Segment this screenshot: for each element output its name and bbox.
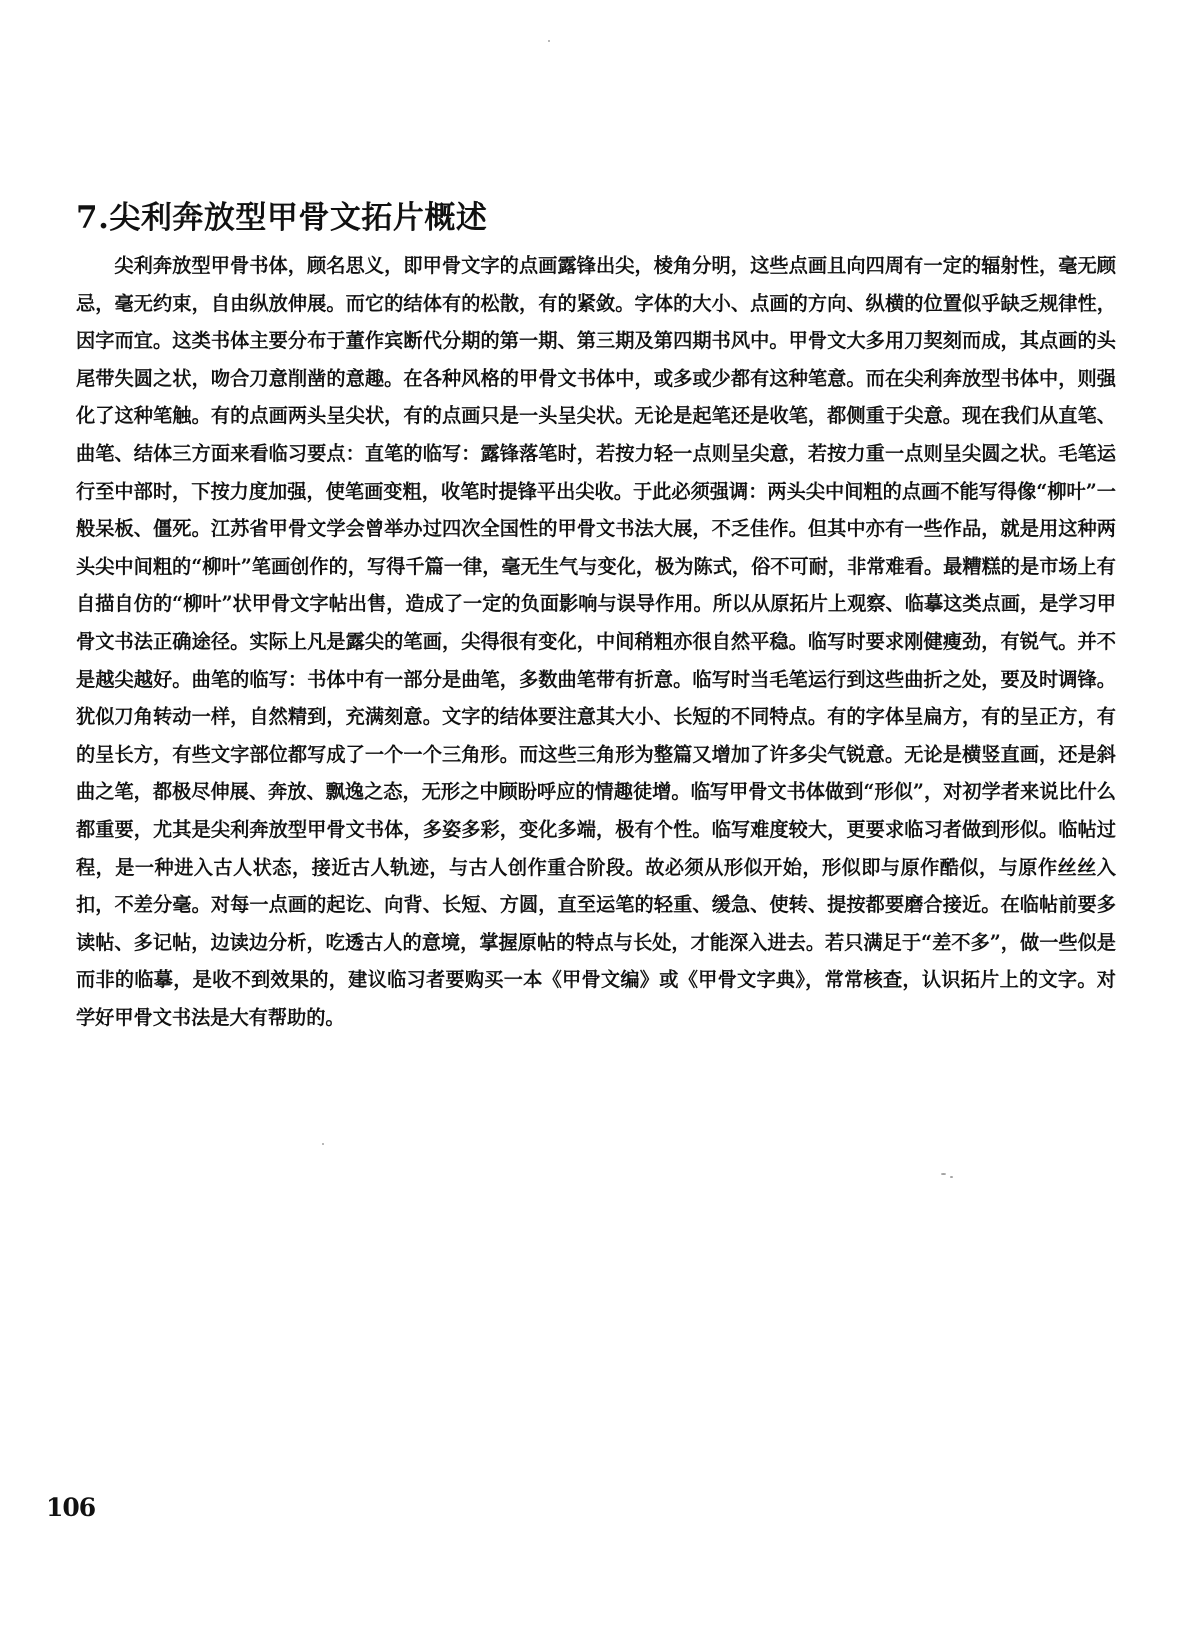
scan-speck <box>941 1173 946 1175</box>
scan-speck <box>322 1143 324 1145</box>
page-number: 106 <box>46 1493 96 1522</box>
scan-speck <box>950 1176 953 1178</box>
body-paragraph: 尖利奔放型甲骨书体，顾名思义，即甲骨文字的点画露锋出尖，棱角分明，这些点画且向四周有一定的辐射性，毫无顾忌，毫无约束，自由纵放伸展。而它的结体有的松散，有的紧敛。字体的大小、点画的方向、纵横的位置似乎缺乏规律性，因字而宜。这类书体主要分布于董作宾断代分期的第一期、第三期及第四期书风中。甲骨文大多用刀契刻而成，其点画的头尾带失圆之状，吻合刀意削凿的意趣。在各种风格的甲骨文书体中，或多或少都有这种笔意。而在尖利奔放型书体中，则强化了这种笔触。有的点画两头呈尖状，有的点画只是一头呈尖状。无论是起笔还是收笔，都侧重于尖意。现在我们从直笔、曲笔、结体三方面来看临习要点：直笔的临写：露锋落笔时，若按力轻一点则呈尖意，若按力重一点则呈尖圆之状。毛笔运行至中部时，下按力度加强，使笔画变粗，收笔时提锋平出尖收。于此必须强调：两头尖中间粗的点画不能写得像“柳叶”一般呆板、僵死。江苏省甲骨文学会曾举办过四次全国性的甲骨文书法大展，不乏佳作。但其中亦有一些作品，就是用这种两头尖中间粗的“柳叶”笔画创作的，写得千篇一律，毫无生气与变化，极为陈式，俗不可耐，非常难看。最糟糕的是市场上有自描自仿的“柳叶”状甲骨文字帖出售，造成了一定的负面影响与误导作用。所以从原拓片上观察、临摹这类点画，是学习甲骨文书法正确途径。实际上凡是露尖的笔画，尖得很有变化，中间稍粗亦很自然平稳。临写时要求刚健瘦劲，有锐气。并不是越尖越好。曲笔的临写：书体中有一部分是曲笔，多数曲笔带有折意。临写时当毛笔运行到这些曲折之处，要及时调锋。犹似刀角转动一样，自然精到，充满刻意。文字的结体要注意其大小、长短的不同特点。有的字体呈扁方，有的呈正方，有的呈长方，有些文字部位都写成了一个一个三角形。而这些三角形为整篇又增加了许多尖气锐意。无论是横竖直画，还是斜曲之笔，都极尽伸展、奔放、飘逸之态，无形之中顾盼呼应的情趣徒增。临写甲骨文书体做到“形似”，对初学者来说比什么都重要，尤其是尖利奔放型甲骨文书体，多姿多彩，变化多端，极有个性。临写难度较大，更要求临习者做到形似。临帖过程，是一种进入古人状态，接近古人轨迹，与古人创作重合阶段。故必须从形似开始，形似即与原作酷似，与原作丝丝入扣，不差分毫。对每一点画的起讫、向背、长短、方圆，直至运笔的轻重、缓急、使转、提按都要磨合接近。在临帖前要多读帖、多记帖，边读边分析，吃透古人的意境，掌握原帖的特点与长处，才能深入进去。若只满足于“差不多”，做一些似是而非的临摹，是收不到效果的，建议临习者要购买一本《甲骨文编》或《甲骨文字典》，常常核查，认识拓片上的文字。对学好甲骨文书法是大有帮助的。 <box>76 254 1116 1029</box>
section-title: 7.尖利奔放型甲骨文拓片概述 <box>76 200 488 236</box>
scan-speck <box>548 40 550 42</box>
